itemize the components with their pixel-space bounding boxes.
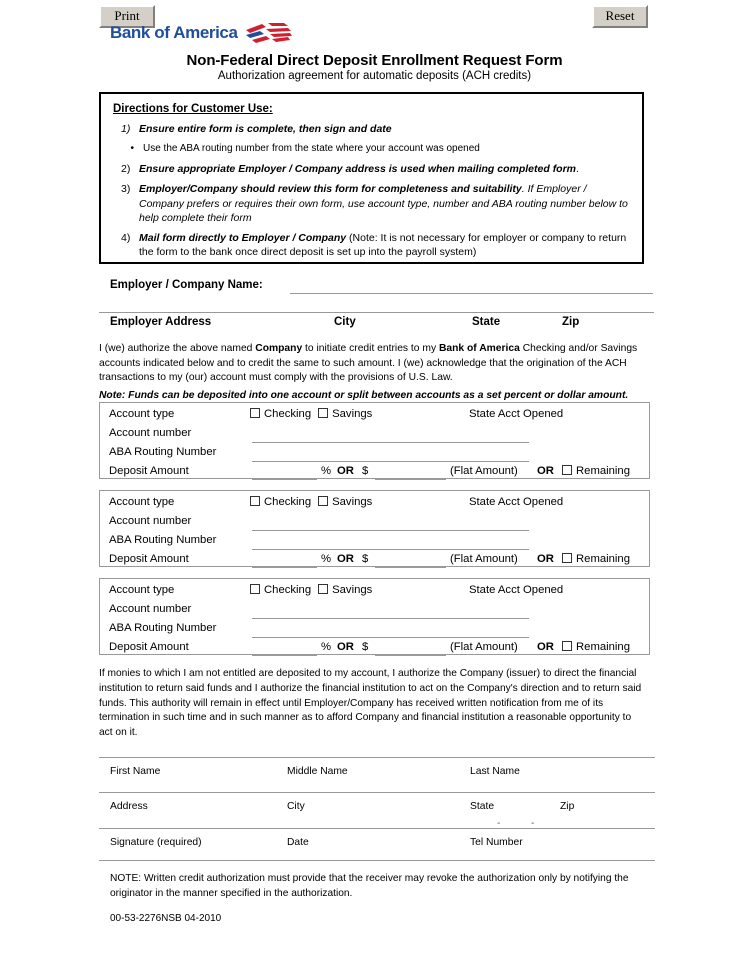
city-label: City (287, 801, 305, 812)
personal-info-divider-1 (99, 792, 655, 793)
aba-routing-input-2[interactable] (252, 549, 529, 550)
savings-label: Savings (332, 584, 373, 596)
deposit-amount-row (100, 463, 649, 482)
direction-text-1: Ensure entire form is complete, then sign and date (139, 123, 392, 135)
dollar-symbol: $ (362, 641, 369, 653)
employer-zip-label: Zip (562, 316, 580, 328)
deposit-amount-row (100, 551, 649, 570)
checking-checkbox-3[interactable] (250, 584, 260, 594)
account-block-3 (99, 578, 650, 655)
percent-symbol: % (321, 465, 332, 477)
aba-routing-label: ABA Routing Number (109, 446, 217, 458)
checking-label: Checking (264, 584, 312, 596)
directions-box (99, 92, 644, 264)
aba-routing-label: ABA Routing Number (109, 622, 217, 634)
direction-number-1: 1) (121, 123, 131, 135)
savings-label: Savings (332, 408, 373, 420)
state-acct-opened-label: State Acct Opened (469, 496, 564, 508)
address-label: Address (110, 801, 148, 812)
direction-bullet (113, 142, 632, 155)
bullet-icon: • (130, 143, 134, 155)
or-label-2: OR (537, 641, 554, 653)
percent-symbol: % (321, 641, 332, 653)
deposit-amount-label: Deposit Amount (109, 553, 189, 565)
last-name-label: Last Name (470, 766, 520, 777)
flat-amount-label: (Flat Amount) (450, 641, 518, 653)
or-label-1: OR (337, 553, 354, 565)
direction-item-1 (113, 122, 632, 136)
direction-number-4: 4) (121, 231, 131, 244)
remaining-checkbox-1[interactable] (562, 465, 572, 475)
state-acct-opened-label: State Acct Opened (469, 408, 564, 420)
direction-item-3 (113, 182, 632, 225)
direction-number-3: 3) (121, 183, 131, 196)
form-id: 00-53-2276NSB 04-2010 (110, 913, 222, 924)
account-block-1 (99, 402, 650, 479)
authorization-paragraph (99, 342, 655, 386)
account-type-row (100, 494, 649, 513)
account-number-input-1[interactable] (252, 442, 529, 443)
middle-name-label: Middle Name (287, 766, 348, 777)
aba-routing-row (100, 620, 649, 639)
auth-part-1: I (we) authorize the above named (99, 343, 256, 354)
dollar-symbol: $ (362, 553, 369, 565)
account-number-row (100, 425, 649, 444)
deposit-percent-input-3[interactable] (252, 655, 317, 656)
deposit-flat-input-2[interactable] (375, 567, 446, 568)
state-label: State (470, 801, 495, 812)
reset-button[interactable]: Reset (592, 5, 648, 28)
employer-name-label: Employer / Company Name: (110, 279, 263, 291)
date-label: Date (287, 837, 309, 848)
auth-part-3: Checking and/or Savings accounts indicated below and to credit the same to such amount. I (we) acknowledge that the origination of the ACH transactions to my (our) account must comply with the provisions of U.S. Law. (99, 343, 638, 384)
account-type-label: Account type (109, 496, 175, 508)
aba-routing-input-3[interactable] (252, 637, 529, 638)
employer-address-divider (99, 312, 654, 313)
direction-text-4: Mail form directly to Employer / Company (139, 231, 347, 244)
directions-heading: Directions for Customer Use: (113, 103, 273, 115)
personal-info-divider-top (99, 757, 655, 758)
account-number-row (100, 513, 649, 532)
remaining-label: Remaining (576, 641, 631, 653)
remaining-label: Remaining (576, 465, 631, 477)
direction-number-2: 2) (121, 163, 131, 176)
monies-paragraph: If monies to which I am not entitled are deposited to my account, I authorize the Company (issuer) to direct the financial institution to return said funds and I authorize the financial institution to act on the Company's direction and to return said funds. This authority will remain in effect until Employer/Company has received written notification from me of its termination in such time and in such manner as to afford Company and financial institution a reasonable opportunity to act on it. (99, 668, 642, 739)
remaining-checkbox-2[interactable] (562, 553, 572, 563)
employer-name-input[interactable] (290, 293, 653, 294)
deposit-flat-input-1[interactable] (375, 479, 446, 480)
tel-number-label: Tel Number (470, 837, 523, 848)
employer-city-label: City (334, 316, 356, 328)
savings-checkbox-3[interactable] (318, 584, 328, 594)
remaining-label: Remaining (576, 553, 631, 565)
or-label-2: OR (537, 553, 554, 565)
or-label-2: OR (537, 465, 554, 477)
account-number-input-2[interactable] (252, 530, 529, 531)
auth-bold-bank: Bank of America (438, 343, 520, 354)
aba-routing-input-1[interactable] (252, 461, 529, 462)
account-number-label: Account number (109, 427, 192, 439)
employer-address-label: Employer Address (110, 316, 212, 328)
auth-bold-company: Company (255, 343, 303, 354)
direction-text-3: Employer/Company should review this form for completeness and suitability (139, 183, 522, 196)
phone-dash-1: - (497, 818, 501, 829)
direction-bullet-text: Use the ABA routing number from the state where your account was opened (143, 143, 480, 155)
personal-info-divider-2 (99, 828, 655, 829)
direction-rest-2: . (576, 163, 579, 176)
personal-info-divider-bottom (99, 860, 655, 861)
remaining-checkbox-3[interactable] (562, 641, 572, 651)
bank-of-america-logo (110, 22, 292, 44)
direction-item-2 (113, 162, 632, 176)
account-number-label: Account number (109, 603, 192, 615)
account-block-2 (99, 490, 650, 567)
checking-checkbox-1[interactable] (250, 408, 260, 418)
account-number-row (100, 601, 649, 620)
funds-note: Note: Funds can be deposited into one account or split between accounts as a set percent or dollar amount. (99, 390, 629, 401)
signature-label: Signature (required) (110, 837, 202, 848)
deposit-amount-label: Deposit Amount (109, 641, 189, 653)
page-subtitle: Authorization agreement for automatic deposits (ACH credits) (217, 70, 532, 82)
deposit-amount-label: Deposit Amount (109, 465, 189, 477)
direction-rest-3: . If Employer / Company prefers or requires their own form, use account type, number and ABA routing number below to help complete their form (139, 183, 628, 224)
checking-label: Checking (264, 408, 312, 420)
aba-routing-row (100, 532, 649, 551)
account-type-row (100, 582, 649, 601)
zip-label: Zip (560, 801, 575, 812)
footer-note: NOTE: Written credit authorization must provide that the receiver may revoke the authorization only by notifying the originator in the manner specified in the authorization. (110, 873, 629, 899)
deposit-amount-row (100, 639, 649, 658)
savings-label: Savings (332, 496, 373, 508)
deposit-percent-input-1[interactable] (252, 479, 317, 480)
account-type-row (100, 406, 649, 425)
aba-routing-label: ABA Routing Number (109, 534, 217, 546)
deposit-flat-input-3[interactable] (375, 655, 446, 656)
page-title: Non-Federal Direct Deposit Enrollment Request Form (186, 52, 563, 69)
flat-amount-label: (Flat Amount) (450, 553, 518, 565)
state-acct-opened-label: State Acct Opened (469, 584, 564, 596)
direction-item-4 (113, 231, 632, 259)
deposit-percent-input-2[interactable] (252, 567, 317, 568)
auth-part-2: to initiate credit entries to my (302, 343, 439, 354)
direction-rest-4: (Note: It is not necessary for employer or company to return the form to the bank once direct deposit is set up into the payroll system) (139, 231, 627, 259)
brand-name: Bank of America (110, 23, 238, 42)
flagscape-icon (244, 22, 292, 44)
flat-amount-label: (Flat Amount) (450, 465, 518, 477)
or-label-1: OR (337, 465, 354, 477)
checking-checkbox-2[interactable] (250, 496, 260, 506)
print-button[interactable]: Print (99, 5, 155, 28)
savings-checkbox-1[interactable] (318, 408, 328, 418)
account-number-label: Account number (109, 515, 192, 527)
phone-dash-2: - (531, 818, 535, 829)
percent-symbol: % (321, 553, 332, 565)
checking-label: Checking (264, 496, 312, 508)
first-name-label: First Name (110, 766, 161, 777)
direction-text-2: Ensure appropriate Employer / Company address is used when mailing completed form (139, 163, 577, 176)
savings-checkbox-2[interactable] (318, 496, 328, 506)
account-type-label: Account type (109, 584, 175, 596)
employer-state-label: State (472, 316, 501, 328)
or-label-1: OR (337, 641, 354, 653)
account-type-label: Account type (109, 408, 175, 420)
account-number-input-3[interactable] (252, 618, 529, 619)
aba-routing-row (100, 444, 649, 463)
dollar-symbol: $ (362, 465, 369, 477)
